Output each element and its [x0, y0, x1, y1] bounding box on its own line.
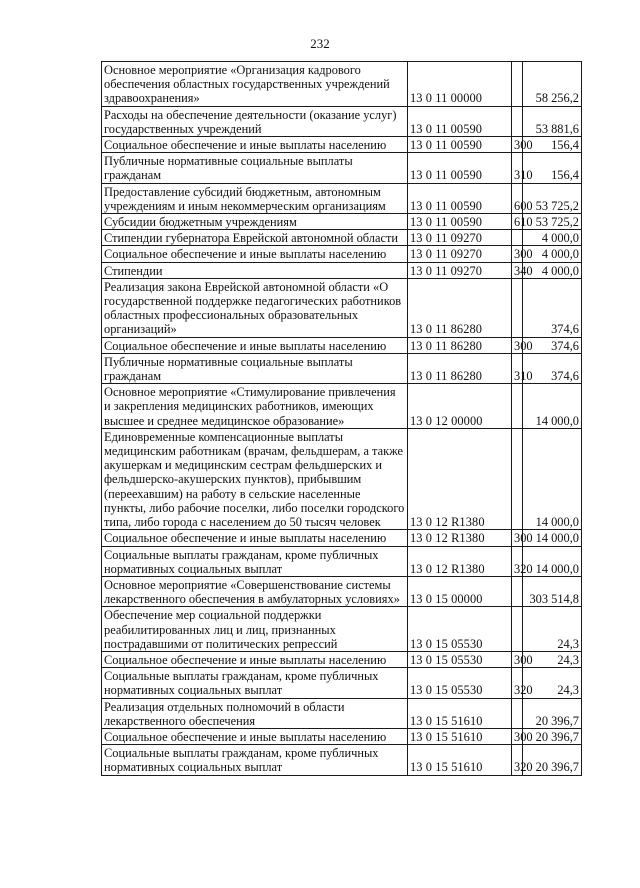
expense-name-cell: Социальные выплаты гражданам, кроме публичных нормативных социальных выплат — [102, 745, 408, 775]
amount-cell: 20 396,7 — [523, 698, 582, 728]
table-row — [102, 246, 582, 262]
expense-type-cell: 300 — [512, 137, 523, 153]
target-article-code-cell: 13 0 11 00590 — [408, 137, 512, 153]
expense-type-cell: 300 — [512, 337, 523, 353]
target-article-code-cell: 13 0 11 00590 — [408, 106, 512, 136]
expense-type-cell — [512, 698, 523, 728]
amount-cell: 374,6 — [523, 278, 582, 337]
expense-type-cell — [512, 607, 523, 652]
expense-name-cell: Основное мероприятие «Стимулирование привлечения и закрепления медицинских работников, имеющих высшее и среднее медицинское образование» — [102, 384, 408, 429]
expense-name-cell: Основное мероприятие «Совершенствование системы лекарственного обеспечения в амбулаторных условиях» — [102, 576, 408, 606]
target-article-code-cell: 13 0 11 86280 — [408, 278, 512, 337]
target-article-code-cell: 13 0 11 09270 — [408, 262, 512, 278]
table-row — [102, 546, 582, 576]
target-article-code-cell: 13 0 15 51610 — [408, 698, 512, 728]
target-article-code-cell: 13 0 11 00590 — [408, 153, 512, 183]
expense-type-cell — [512, 230, 523, 246]
expense-name-cell: Социальное обеспечение и иные выплаты населению — [102, 651, 408, 667]
expense-name-cell: Предоставление субсидий бюджетным, автономным учреждениям и иным некоммерческим организациям — [102, 183, 408, 213]
expense-type-cell: 310 — [512, 153, 523, 183]
expense-name-cell: Публичные нормативные социальные выплаты гражданам — [102, 153, 408, 183]
expense-name-cell: Реализация отдельных полномочий в области лекарственного обеспечения — [102, 698, 408, 728]
table-row — [102, 576, 582, 606]
expense-type-cell — [512, 428, 523, 529]
target-article-code-cell: 13 0 12 00000 — [408, 384, 512, 429]
table-row — [102, 745, 582, 775]
amount-cell: 14 000,0 — [523, 546, 582, 576]
target-article-code-cell: 13 0 15 05530 — [408, 607, 512, 652]
target-article-code-cell: 13 0 11 00590 — [408, 183, 512, 213]
expense-name-cell: Социальные выплаты гражданам, кроме публичных нормативных социальных выплат — [102, 668, 408, 698]
table-row — [102, 607, 582, 652]
expense-name-cell: Социальное обеспечение и иные выплаты населению — [102, 728, 408, 744]
expense-name-cell: Стипендии — [102, 262, 408, 278]
table-row — [102, 262, 582, 278]
expense-name-cell: Основное мероприятие «Организация кадрового обеспечения областных государственных учреждений здравоохранения» — [102, 62, 408, 107]
amount-cell: 4 000,0 — [523, 262, 582, 278]
target-article-code-cell: 13 0 11 00000 — [408, 62, 512, 107]
target-article-code-cell: 13 0 15 00000 — [408, 576, 512, 606]
expense-name-cell: Единовременные компенсационные выплаты медицинским работникам (врачам, фельдшерам, а также акушеркам и медицинским сестрам фельдшерских и фельдшерско-акушерских пунктов), прибывшим (переехавшим) на работу в сельские населенные пункты, либо рабочие поселки, либо поселки городского типа, либо города с населением до 50 тысяч человек — [102, 428, 408, 529]
table-row — [102, 153, 582, 183]
amount-cell: 58 256,2 — [523, 62, 582, 107]
budget-table-body — [102, 62, 582, 776]
amount-cell: 53 725,2 — [523, 214, 582, 230]
target-article-code-cell: 13 0 11 09270 — [408, 246, 512, 262]
target-article-code-cell: 13 0 12 R1380 — [408, 530, 512, 546]
table-row — [102, 137, 582, 153]
expense-type-cell: 310 — [512, 353, 523, 383]
amount-cell: 156,4 — [523, 153, 582, 183]
amount-cell: 4 000,0 — [523, 230, 582, 246]
target-article-code-cell: 13 0 15 05530 — [408, 668, 512, 698]
amount-cell: 374,6 — [523, 353, 582, 383]
table-row — [102, 62, 582, 107]
table-row — [102, 668, 582, 698]
target-article-code-cell: 13 0 11 86280 — [408, 337, 512, 353]
expense-name-cell: Социальное обеспечение и иные выплаты населению — [102, 337, 408, 353]
amount-cell: 14 000,0 — [523, 428, 582, 529]
expense-type-cell: 320 — [512, 546, 523, 576]
expense-name-cell: Социальное обеспечение и иные выплаты населению — [102, 246, 408, 262]
expense-type-cell: 300 — [512, 530, 523, 546]
target-article-code-cell: 13 0 12 R1380 — [408, 428, 512, 529]
expense-name-cell: Субсидии бюджетным учреждениям — [102, 214, 408, 230]
amount-cell: 20 396,7 — [523, 728, 582, 744]
page-number: 232 — [310, 36, 330, 51]
target-article-code-cell: 13 0 15 05530 — [408, 651, 512, 667]
expense-name-cell: Социальные выплаты гражданам, кроме публичных нормативных социальных выплат — [102, 546, 408, 576]
expense-type-cell: 340 — [512, 262, 523, 278]
expense-name-cell: Расходы на обеспечение деятельности (оказание услуг) государственных учреждений — [102, 106, 408, 136]
expense-name-cell: Публичные нормативные социальные выплаты гражданам — [102, 353, 408, 383]
amount-cell: 24,3 — [523, 668, 582, 698]
expense-type-cell — [512, 62, 523, 107]
table-row — [102, 214, 582, 230]
target-article-code-cell: 13 0 11 86280 — [408, 353, 512, 383]
table-row — [102, 428, 582, 529]
target-article-code-cell: 13 0 15 51610 — [408, 745, 512, 775]
amount-cell: 156,4 — [523, 137, 582, 153]
table-row — [102, 698, 582, 728]
expense-type-cell — [512, 278, 523, 337]
budget-table — [101, 61, 582, 776]
expense-type-cell: 320 — [512, 668, 523, 698]
amount-cell: 53 881,6 — [523, 106, 582, 136]
expense-name-cell: Стипендии губернатора Еврейской автономной области — [102, 230, 408, 246]
expense-type-cell: 300 — [512, 651, 523, 667]
expense-type-cell — [512, 384, 523, 429]
amount-cell: 24,3 — [523, 607, 582, 652]
amount-cell: 53 725,2 — [523, 183, 582, 213]
expense-type-cell — [512, 106, 523, 136]
expense-type-cell: 610 — [512, 214, 523, 230]
target-article-code-cell: 13 0 11 09270 — [408, 230, 512, 246]
amount-cell: 14 000,0 — [523, 530, 582, 546]
table-row — [102, 353, 582, 383]
amount-cell: 4 000,0 — [523, 246, 582, 262]
target-article-code-cell: 13 0 12 R1380 — [408, 546, 512, 576]
table-row — [102, 230, 582, 246]
table-row — [102, 337, 582, 353]
expense-type-cell: 300 — [512, 246, 523, 262]
expense-type-cell: 600 — [512, 183, 523, 213]
expense-name-cell: Социальное обеспечение и иные выплаты населению — [102, 137, 408, 153]
table-row — [102, 530, 582, 546]
amount-cell: 20 396,7 — [523, 745, 582, 775]
amount-cell: 303 514,8 — [523, 576, 582, 606]
expense-name-cell: Реализация закона Еврейской автономной области «О государственной поддержке педагогических работников областных профессиональных образовательных организаций» — [102, 278, 408, 337]
target-article-code-cell: 13 0 15 51610 — [408, 728, 512, 744]
target-article-code-cell: 13 0 11 00590 — [408, 214, 512, 230]
table-row — [102, 728, 582, 744]
amount-cell: 24,3 — [523, 651, 582, 667]
table-row — [102, 278, 582, 337]
table-row — [102, 384, 582, 429]
table-row — [102, 106, 582, 136]
expense-type-cell: 300 — [512, 728, 523, 744]
expense-type-cell — [512, 576, 523, 606]
amount-cell: 374,6 — [523, 337, 582, 353]
table-row — [102, 651, 582, 667]
expense-name-cell: Обеспечение мер социальной поддержки реабилитированных лиц и лиц, признанных пострадавшими от политических репрессий — [102, 607, 408, 652]
amount-cell: 14 000,0 — [523, 384, 582, 429]
table-row — [102, 183, 582, 213]
expense-type-cell: 320 — [512, 745, 523, 775]
expense-name-cell: Социальное обеспечение и иные выплаты населению — [102, 530, 408, 546]
